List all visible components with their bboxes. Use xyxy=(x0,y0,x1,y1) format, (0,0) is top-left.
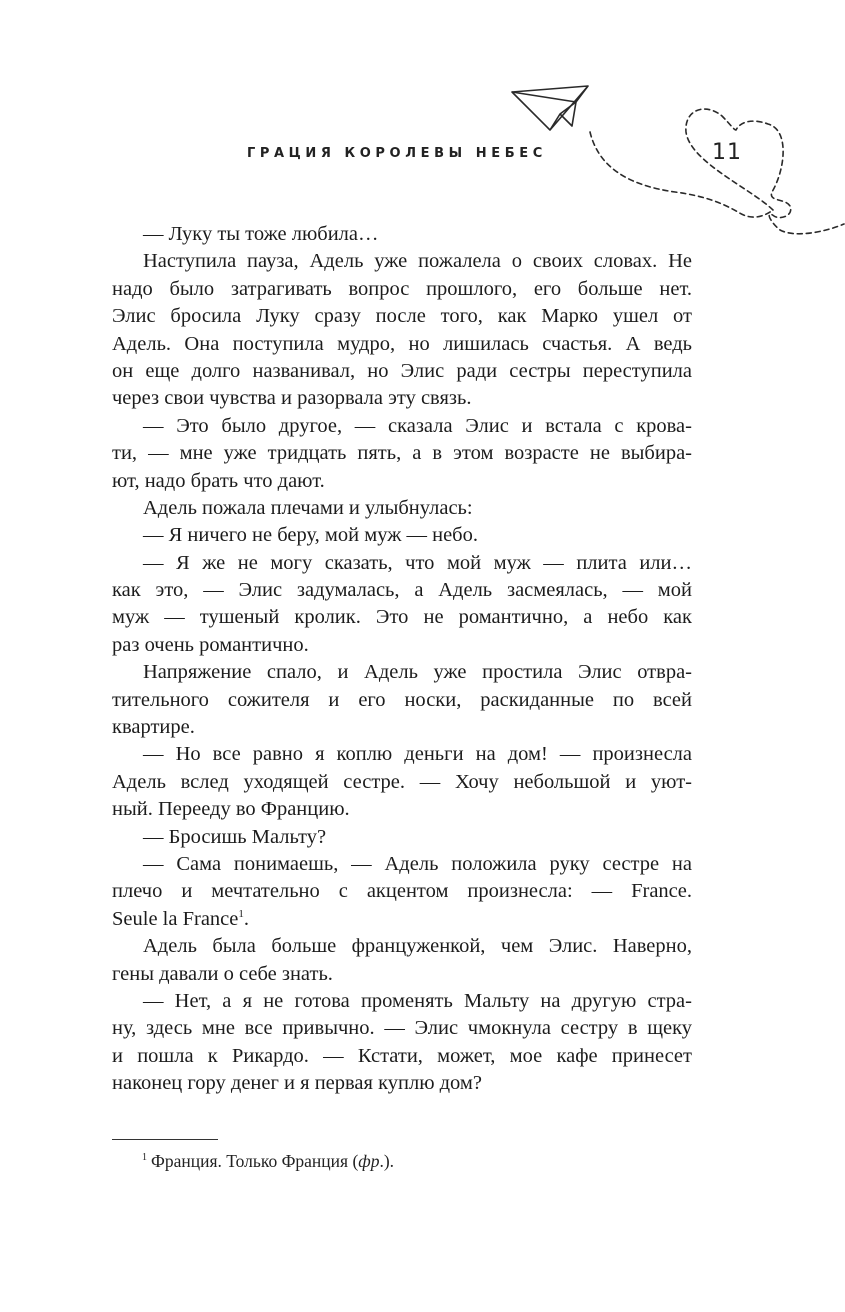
footnote-text-end: .). xyxy=(379,1151,395,1171)
text-line: Элис бросила Луку сразу после того, как Марко ушел от xyxy=(112,305,692,328)
text-line: тительного сожителя и его носки, раскиданные по всей xyxy=(112,688,692,711)
text-line: квартире. xyxy=(112,716,195,739)
running-title: ГРАЦИЯ КОРОЛЕВЫ НЕБЕС xyxy=(247,146,547,161)
text-line: он еще долго названивал, но Элис ради сестры переступила xyxy=(112,359,692,382)
text-line: раз очень романтично. xyxy=(112,633,309,656)
text-line: — Бросишь Мальту? xyxy=(143,825,327,848)
paper-plane-icon xyxy=(512,86,588,130)
text-line: Адель была больше француженкой, чем Элис. Наверно, xyxy=(143,935,692,958)
text-line: — Это было другое, — сказала Элис и встала с крова- xyxy=(143,414,692,437)
text-line: надо было затрагивать вопрос прошлого, его больше нет. xyxy=(112,277,692,300)
text-line: — Я ничего не беру, мой муж — небо. xyxy=(143,524,478,547)
text-line: через свои чувства и разорвала эту связь. xyxy=(112,387,472,410)
body-text xyxy=(112,221,692,1098)
text-line: гены давали о себе знать. xyxy=(112,962,333,985)
text-line: как это, — Элис задумалась, а Адель засмеялась, — мой xyxy=(112,579,692,602)
text-line: Адель. Она поступила мудро, но лишилась счастья. А ведь xyxy=(112,332,692,355)
text-line: — Я же не могу сказать, что мой муж — плита или… xyxy=(143,551,692,574)
text-line: — Но все равно я коплю деньги на дом! — произнесла xyxy=(143,743,692,766)
text-fragment: Seule la France xyxy=(112,907,239,930)
dashed-heart-trail-icon xyxy=(590,109,844,234)
text-line: наконец гору денег и я первая куплю дом? xyxy=(112,1072,482,1095)
text-line: муж — тушеный кролик. Это не романтично, а небо как xyxy=(112,606,692,629)
text-line: плечо и мечтательно с акцентом произнесла: — France. xyxy=(112,880,692,903)
footnote xyxy=(142,1151,394,1172)
footnote-text: Франция. Только Франция ( xyxy=(151,1151,359,1171)
footnote-divider xyxy=(112,1139,218,1140)
footnote-marker: 1 xyxy=(238,907,244,920)
text-line: и пошла к Рикардо. — Кстати, может, мое кафе принесет xyxy=(112,1044,692,1067)
page-number: 11 xyxy=(712,140,742,165)
text-line: Адель вслед уходящей сестре. — Хочу небольшой и уют- xyxy=(112,770,692,793)
text-line: Адель пожала плечами и улыбнулась: xyxy=(143,496,473,519)
text-line: Напряжение спало, и Адель уже простила Элис отвра- xyxy=(143,661,692,684)
text-line: ют, надо брать что дают. xyxy=(112,469,325,492)
text-line: ти, — мне уже тридцать пять, а в этом возрасте не выбира- xyxy=(112,442,692,465)
text-line: — Нет, а я не готова променять Мальту на другую стра- xyxy=(143,989,692,1012)
footnote-italic: фр xyxy=(358,1151,380,1171)
text-line: ный. Перееду во Францию. xyxy=(112,798,350,821)
text-line: ну, здесь мне все привычно. — Элис чмокнула сестру в щеку xyxy=(112,1017,692,1040)
text-line: — Луку ты тоже любила… xyxy=(143,223,379,245)
text-fragment: . xyxy=(243,907,249,930)
text-line xyxy=(112,906,692,933)
footnote-number: 1 xyxy=(142,1152,147,1163)
text-line: — Сама понимаешь, — Адель положила руку сестре на xyxy=(143,852,692,875)
text-line: Наступила пауза, Адель уже пожалела о своих словах. Не xyxy=(143,250,692,273)
